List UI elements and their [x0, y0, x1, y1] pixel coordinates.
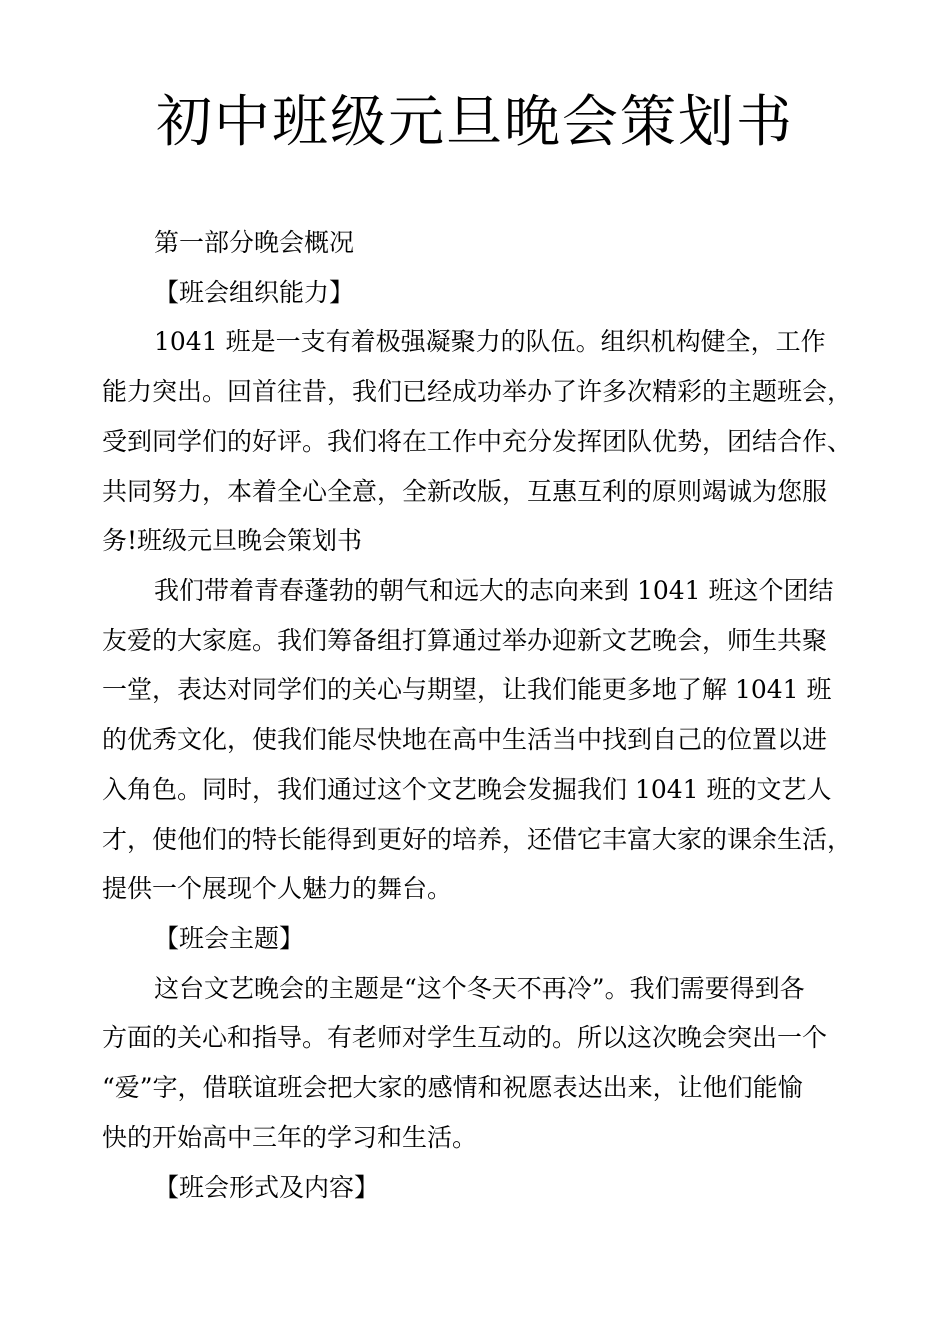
paragraph-line: “爱”字，借联谊班会把大家的感情和祝愿表达出来，让他们能愉 [102, 1073, 803, 1102]
paragraph-line: 友爱的大家庭。我们筹备组打算通过举办迎新文艺晚会，师生共聚 [102, 626, 828, 655]
subheading-format: 【班会形式及内容】 [154, 1173, 380, 1202]
paragraph-line: 方面的关心和指导。有老师对学生互动的。所以这次晚会突出一个 [102, 1023, 828, 1052]
paragraph-line: 提供一个展现个人魅力的舞台。 [102, 874, 453, 903]
paragraph-line: 能力突出。回首往昔，我们已经成功举办了许多次精彩的主题班会， [102, 377, 853, 406]
paragraph-line: 的优秀文化，使我们能尽快地在高中生活当中找到自己的位置以进 [102, 725, 828, 754]
section-heading: 第一部分晚会概况 [154, 228, 355, 257]
paragraph-line: 一堂，表达对同学们的关心与期望，让我们能更多地了解 1041 班 [102, 675, 832, 704]
subheading-organization: 【班会组织能力】 [154, 278, 355, 307]
paragraph-line: 入角色。同时，我们通过这个文艺晚会发掘我们 1041 班的文艺人 [102, 775, 832, 804]
document-title: 初中班级元旦晚会策划书 [156, 90, 794, 155]
subheading-theme: 【班会主题】 [154, 924, 305, 953]
paragraph-line: 才，使他们的特长能得到更好的培养，还借它丰富大家的课余生活， [102, 825, 853, 854]
paragraph-line: 快的开始高中三年的学习和生活。 [102, 1123, 478, 1152]
paragraph-line: 务!班级元旦晚会策划书 [102, 526, 363, 555]
paragraph-line: 我们带着青春蓬勃的朝气和远大的志向来到 1041 班这个团结 [154, 576, 834, 605]
paragraph-line: 受到同学们的好评。我们将在工作中充分发挥团队优势，团结合作、 [102, 427, 853, 456]
paragraph-line: 共同努力，本着全心全意，全新改版，互惠互利的原则竭诚为您服 [102, 477, 828, 506]
paragraph-line: 1041 班是一支有着极强凝聚力的队伍。组织机构健全，工作 [154, 327, 826, 356]
paragraph-line: 这台文艺晚会的主题是“这个冬天不再冷”。我们需要得到各 [154, 974, 805, 1003]
